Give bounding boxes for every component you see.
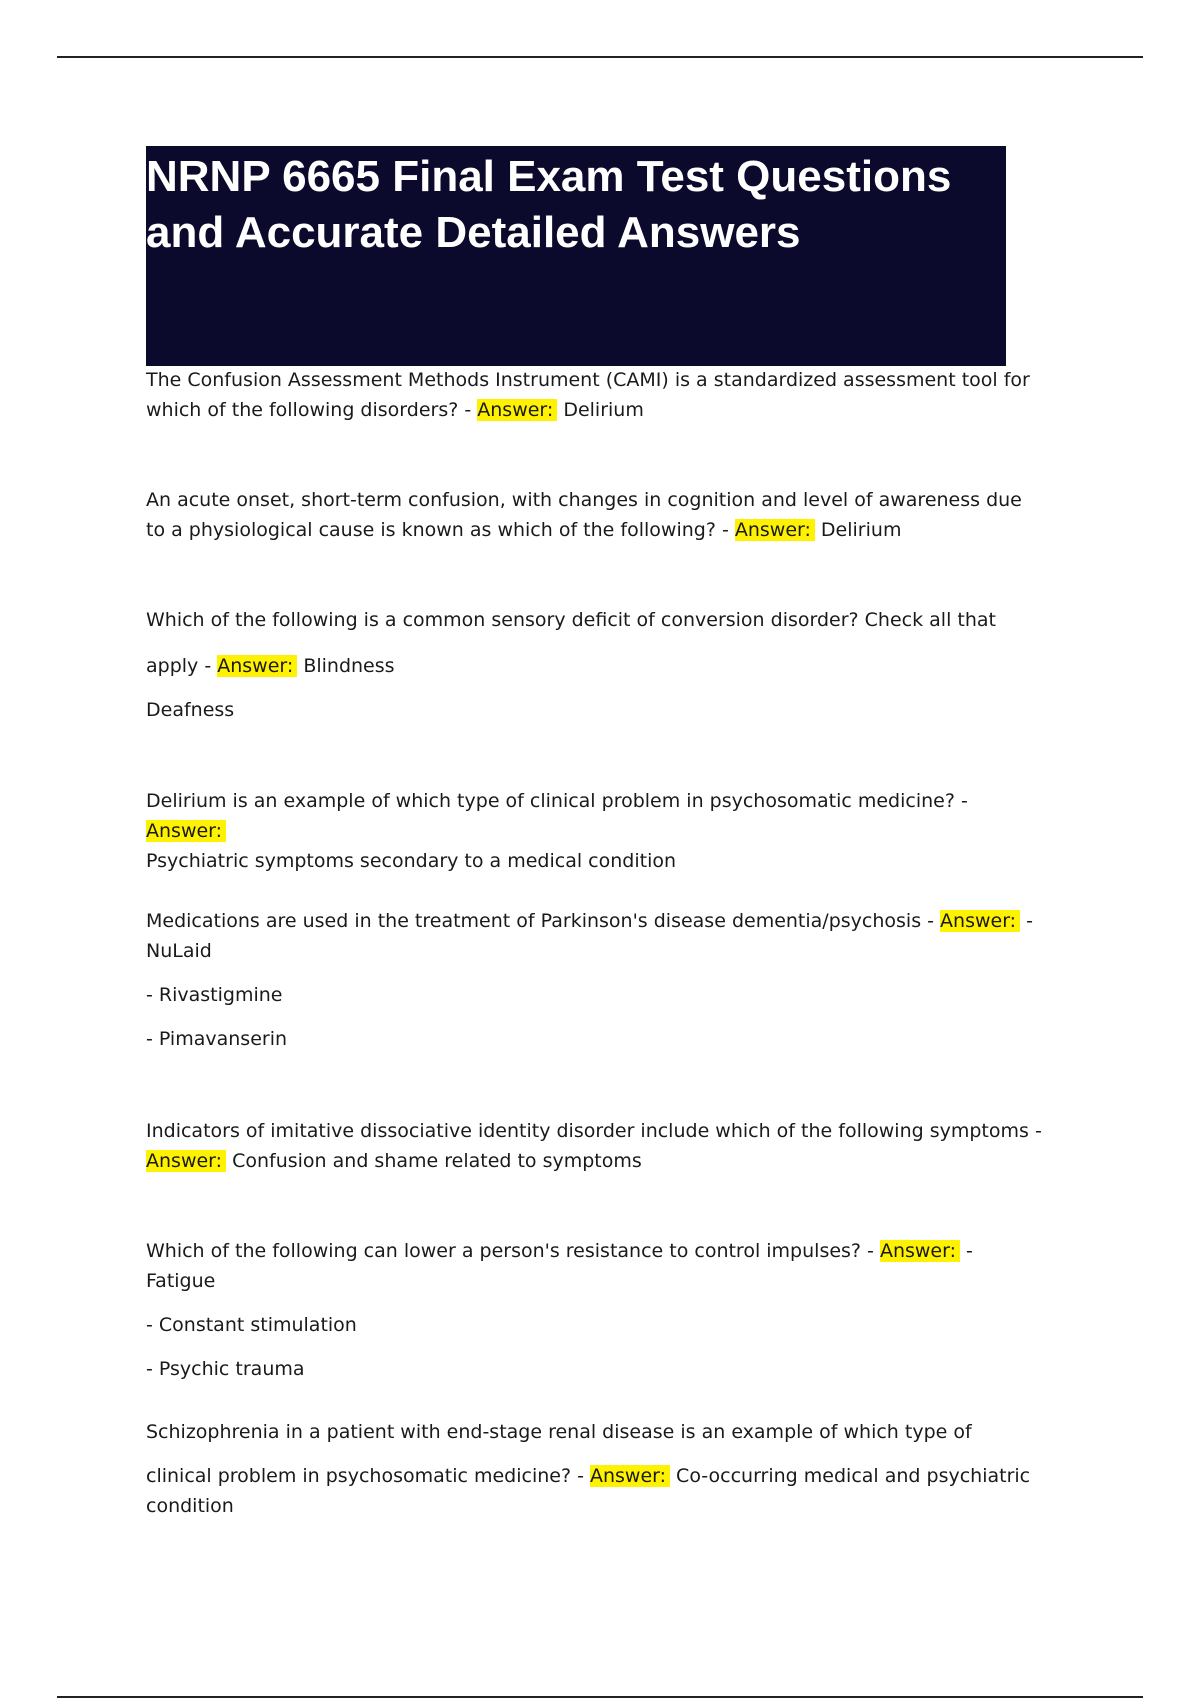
answer-extra-line: - Constant stimulation bbox=[146, 1314, 357, 1336]
footer-rule bbox=[57, 1696, 1143, 1698]
question-text: Indicators of imitative dissociative identity disorder include which of the following symptoms - bbox=[146, 1120, 1042, 1142]
question-text-line1: Which of the following is a common sensory deficit of conversion disorder? Check all that bbox=[146, 609, 996, 631]
answer-extra-line: - Psychic trauma bbox=[146, 1358, 305, 1380]
question-text: An acute onset, short-term confusion, with changes in cognition and level of awareness due to a physiological cause is known as which of the following? - bbox=[146, 489, 1022, 541]
answer-text: Blindness bbox=[297, 655, 395, 677]
answer-extra-line: Deafness bbox=[146, 699, 235, 721]
answer-text: Psychiatric symptoms secondary to a medical condition bbox=[146, 850, 677, 872]
answer-text: Co-occurring medical and psychiatric condition bbox=[146, 1465, 1031, 1517]
question-text-line1: Schizophrenia in a patient with end-stage renal disease is an example of which type of bbox=[146, 1421, 972, 1443]
answer-label: Answer: bbox=[146, 820, 226, 842]
answer-extra-line: - Pimavanserin bbox=[146, 1028, 288, 1050]
answer-label: Answer: bbox=[590, 1465, 670, 1487]
answer-label: Answer: bbox=[146, 1150, 226, 1172]
document-title: NRNP 6665 Final Exam Test Questions and Accurate Detailed Answers bbox=[146, 152, 952, 257]
answer-extra-line: - Rivastigmine bbox=[146, 984, 283, 1006]
qa-item bbox=[146, 485, 1046, 545]
question-text: apply - bbox=[146, 655, 218, 677]
question-text: Which of the following can lower a person's resistance to control impulses? - bbox=[146, 1240, 880, 1262]
question-text: Medications are used in the treatment of Parkinson's disease dementia/psychosis - bbox=[146, 910, 941, 932]
header-rule bbox=[57, 56, 1143, 58]
answer-label: Answer: bbox=[940, 910, 1020, 932]
qa-item bbox=[146, 605, 1046, 725]
qa-item bbox=[146, 365, 1046, 425]
answer-text: - Fatigue bbox=[146, 1240, 973, 1292]
answer-text: Delirium bbox=[557, 399, 644, 421]
qa-item bbox=[146, 1417, 1046, 1521]
answer-text: Confusion and shame related to symptoms bbox=[226, 1150, 642, 1172]
answer-text: Delirium bbox=[814, 519, 902, 541]
title-banner bbox=[146, 146, 1006, 366]
qa-item bbox=[146, 1116, 1046, 1176]
answer-label: Answer: bbox=[735, 519, 815, 541]
answer-text: - NuLaid bbox=[146, 910, 1033, 962]
question-text: The Confusion Assessment Methods Instrument (CAMI) is a standardized assessment tool for which of the following disorders? - bbox=[146, 369, 1030, 421]
question-text: Delirium is an example of which type of clinical problem in psychosomatic medicine? - bbox=[146, 790, 968, 812]
question-text: clinical problem in psychosomatic medicine? - bbox=[146, 1465, 590, 1487]
qa-item bbox=[146, 786, 1046, 876]
answer-label: Answer: bbox=[880, 1240, 960, 1262]
answer-label: Answer: bbox=[477, 399, 557, 421]
answer-label: Answer: bbox=[217, 655, 297, 677]
qa-item bbox=[146, 906, 1046, 1054]
qa-item bbox=[146, 1236, 1046, 1384]
